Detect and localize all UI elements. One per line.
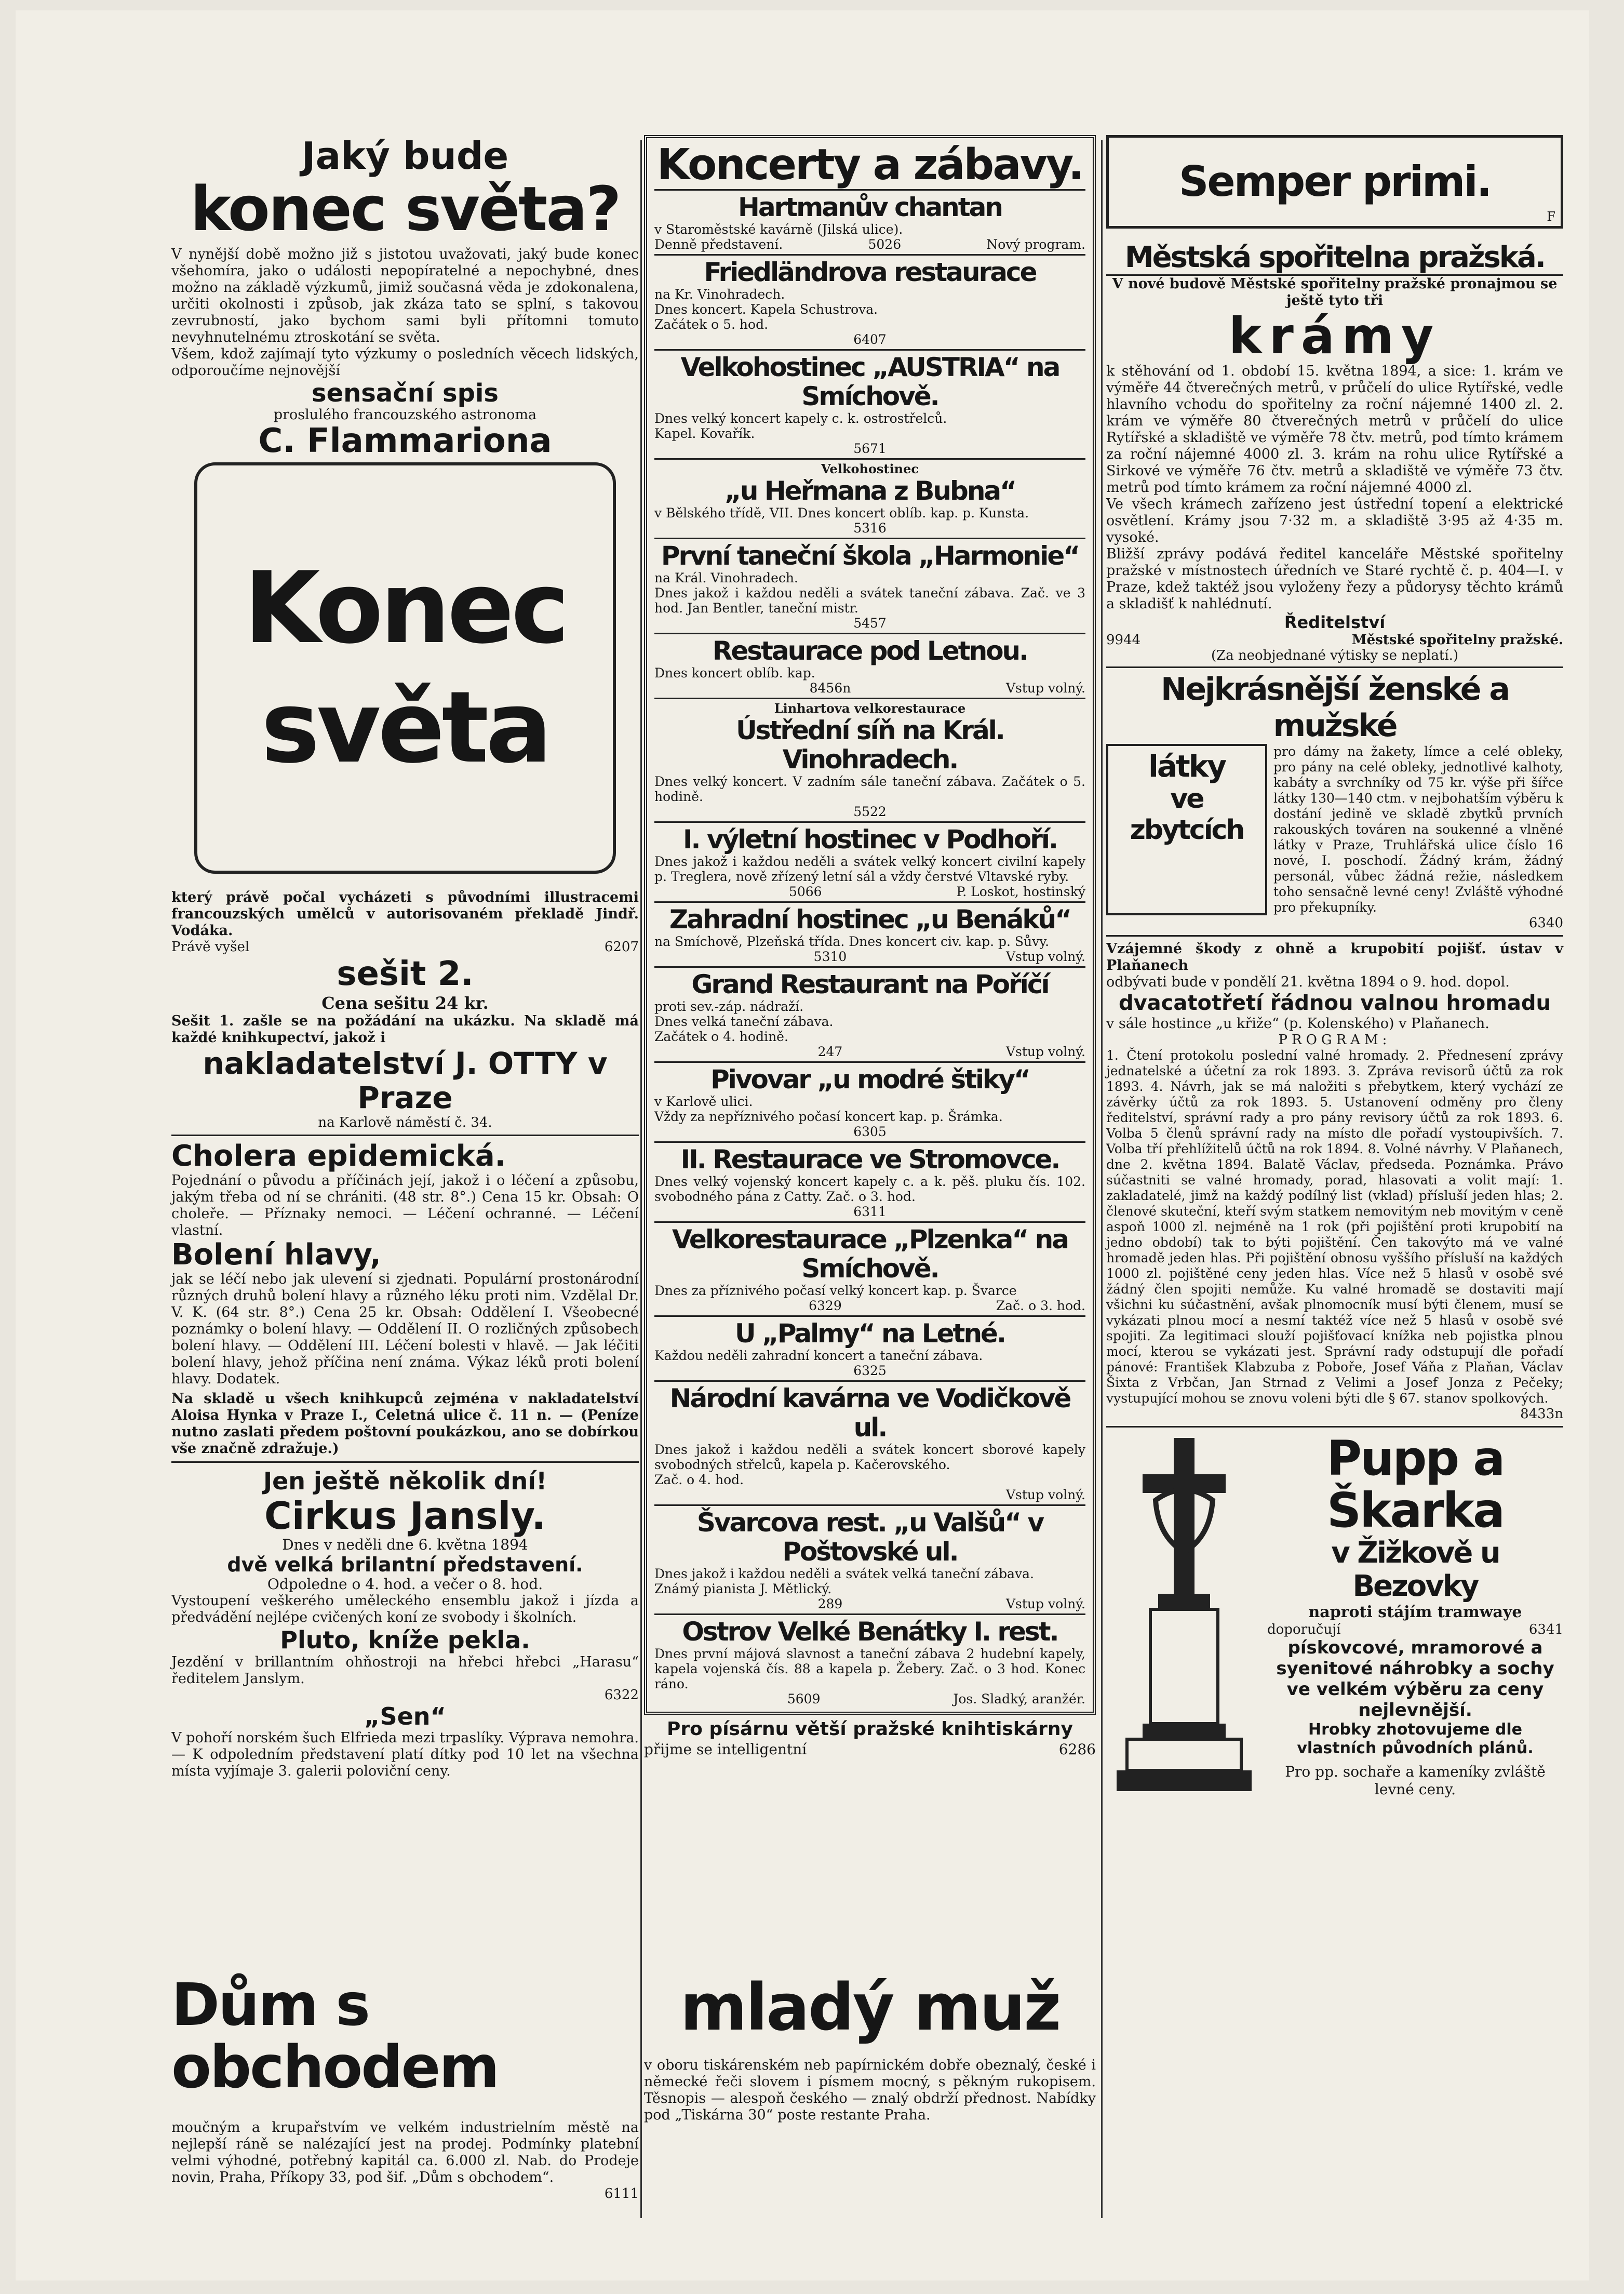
ad-footer [654,616,1085,631]
ad-code: 8433n [1520,1406,1563,1422]
mestske-label: Městské spořitelny pražské. [1351,632,1563,648]
book-text: který právě počal vycházeti s původními illustracemi francouzských umělců v autorisovaném překladě Jindř. Vodáka. [171,889,639,939]
ad-footer [654,441,1085,456]
ad-code: 6311 [853,1204,887,1219]
vysel-label: Právě vyšel [171,939,250,955]
sesit1-text: Sešit 1. zašle se na požádání na ukázku. Na skladě má každé knihkupectví, jakož i [171,1013,639,1046]
ad-right: Vstup volný. [1005,1596,1085,1611]
cirkus-date: Dnes v neděli dne 6. května 1894 [282,1536,528,1553]
code-row-6 [1106,1406,1563,1422]
code-row-2 [171,1687,639,1703]
dum-text: moučným a krupařstvím ve velkém industrielním městě na nejlepší ráně se nalézající jest na prodej. Podmínky platební velmi výhodné, potřebný kapitál ca. 6.000 zl. Nab. do Prodeje novin, Praha, Příkopy 33, pod šif. „Dům s obchodem“. [171,2119,639,2185]
ad-footer [654,1204,1085,1219]
ad-code: 5522 [853,804,887,819]
ad-code: 5316 [853,521,887,536]
ad-right: Jos. Sladký, aranžér. [953,1691,1085,1706]
reditelstvi: Ředitelství [1284,612,1386,632]
kramy-text-2: Ve všech krámech zařízeno jest ústřední topení a elektrické osvětlení. Krámy jsou 7·32 m. a skladiště 3·95 až 4·35 m. vysoké. [1106,496,1563,545]
sesit-label: sešit 2. [337,955,474,993]
ad-line: Kapel. Kovařík. [654,426,755,441]
ad-line: Dnes velký vojenský koncert kapely c. a k. pěš. pluku čís. 102. svobodného pána z Catty. Zač. o 3. hod. [654,1174,1085,1204]
ad-line: Známý pianista J. Mětlický. [654,1581,832,1596]
concert-ad [654,1504,1085,1613]
ad-code: 5609 [787,1691,821,1706]
mlady-text: v oboru tiskárenském neb papírnickém dobře obeznalý, české i německé řeči slovem i písmem mocný, s pěkným rukopisem. Těsnopis — alespoň českého — znalý obdrží přednost. Nabídky pod „Tiskárna 30“ poste restante Praha. [644,2057,1096,2123]
vzajemne-head: Vzájemné škody z ohně a krupobití pojišť. ústav v Plaňanech [1106,941,1563,973]
ad-right: Vstup volný. [1005,681,1085,696]
concert-ad [654,821,1085,901]
ad-footer [654,884,1085,899]
ad-code: 5026 [868,237,902,252]
concert-ad [654,966,1085,1061]
ad-code: 247 [817,1044,843,1059]
ad-code: 6329 [809,1298,842,1313]
ad-head: II. Restaurace ve Stromovce. [680,1144,1059,1175]
semper-box [1106,135,1563,229]
ad-head: „u Heřmana z Bubna“ [724,476,1016,506]
ad-footer [654,237,1085,252]
ad-code: 6207 [604,939,639,955]
ad-code: 6340 [1528,915,1563,931]
concert-ad [654,189,1085,254]
ad-line: Dnes koncert. Kapela Schustrova. [654,302,878,317]
column-rule [640,140,642,2218]
grave-monument-icon [1106,1433,1262,1807]
ad-line: Dnes za příznivého počasí velký koncert kap. p. Švarce [654,1283,1017,1298]
code-row-1 [171,939,639,955]
pupp-block [1106,1433,1563,1807]
semper-title: Semper primi. [1178,157,1491,206]
kramy-text-3: Bližší zprávy podává ředitel kanceláře Městské spořitelny pražské v místnostech úředních ve Staré rychtě č. p. 404—I. v Praze, kdež taktéž jsou vyloženy řezy a půdorysy těchto krámů a skladišť k nahlédnutí. [1106,546,1563,612]
divider [1106,1426,1563,1428]
semper-mark: F [1547,209,1555,224]
ad-line: proti sev.-záp. nádraží. [654,999,804,1014]
program-text: 1. Čtení protokolu poslední valné hromady. 2. Přednesení zprávy jednatelské a účetní za rok 1893. 3. Zpráva revisorů účtů za rok 1893. 4. Návrh, jak se má naložiti s přebytkem, který vychází ze závěrky účtů za rok 1893. 5. Ustanovení odměny pro členy ředitelství, správní rady a pro pány revisory účtů za rok 1893. 6. Volba 5 členů správní rady na místo dle pořadí vystoupivších. 7. Volba tří přehlížitelů účtů na rok 1894. 8. Volné návrhy. V Plaňanech, dne 2. května 1894. Balatě Václav, předseda. Poznámka. Právo súčastniti se valné hromady, porad, hlasovati a volit mají: 1. zakladatelé, jimž na každý podílný list (vklad) přísluší jeden hlas; 2. členové skuteční, kteří svým statkem nemovitým neb movitým v ceně aspoň 1000 zl. nejméně na 1 rok (při pojištění proti krupobití na jedno období) tak to býti pojištění. Čen takovýto má ve valné hromadě jeden hlas. Při pojištění obnosu vyššího přísluší na každých 1000 zl. pojištěné ceny jeden hlas. Více než 5 hlasů v osobě své žádný člen spojiti nemůže. Ku valné hromadě se dostaviti mají všichni ku súčastnění, avšak plnomocník musí býti členem, musí se vykázati plnou mocí a nesmí taktéž více než 5 hlasů v osobě své spojiti. Za legitimaci slouží pojišťovací knížka neb pojistka plnou mocí, kterou se vykázati jest. Správní rady odstupují dle pořadí pánové: František Klabzuba z Poboře, Josef Váňa z Plaňan, Václav Šixta z Vrbčan, Jan Strnad z Velimi a Josef Jonza z Pečeky; vystupující mohou se znovu voleni býti dle § 67. stanov spolkových. [1106,1048,1563,1406]
cirkus-title: Cirkus Jansly. [264,1494,546,1538]
ad-code: 6286 [1058,1741,1096,1758]
ad-head: Restaurace pod Letnou. [712,636,1028,666]
ad-code: 5671 [853,441,887,456]
ad-head: Hartmanův chantan [738,192,1002,222]
ad-code: 9944 [1106,632,1141,648]
ad-head: První taneční škola „Harmonie“ [661,541,1079,571]
ad-footer [654,804,1085,819]
ad-line: na Smíchově, Plzeňská třída. Dnes koncert civ. kap. p. Sůvy. [654,934,1050,949]
column-rule [1101,140,1103,2218]
cirkus-time: Odpoledne o 4. hod. a večer o 8. hod. [267,1576,543,1593]
doporucuji-label: doporučují [1267,1622,1341,1637]
nejkras-title: Nejkrásnější ženské a mužské [1161,671,1509,744]
concert-ad [654,1613,1085,1709]
ad-line: Dnes jakož i každou neděli a svátek koncert sborové kapely svobodných střelců, kapela p. Kačerovského. [654,1442,1085,1472]
pupp-text: pískovcové, mramorové a syenitové náhrobky a sochy ve velkém výběru za ceny nejlevnější. [1276,1637,1554,1720]
mlady-ad [644,1970,1096,2124]
sen-title: „Sen“ [364,1702,446,1730]
concert-ad [654,698,1085,821]
ad-code: 6407 [853,332,887,347]
code-row-7 [1267,1622,1563,1637]
latky-text: pro dámy na žakety, límce a celé obleky, pro pány na celé obleky, jednotlivé kalhoty, kabáty a svrchníky od 75 kr. výše při šířce látky 130—140 ctm. v nejbohatším výběru k dostání jedině ve skladě zbytků prvních rakouských továren na soukenné a vlněné látky v Praze, Truhlářská ulice číslo 16 nové, I. poschodí. Žádný krám, žádný personál, vůbec žádná režie, následkem toho sensačně levné ceny! Zvláště výhodné pro překupníky. [1273,744,1563,915]
ad-footer [654,1044,1085,1059]
column-right [1106,135,1563,1807]
ad-head: Švarcova rest. „u Valšů“ v Poštovské ul. [696,1508,1043,1567]
ad-code: 289 [817,1596,843,1611]
ad-code: 6305 [853,1124,887,1139]
cirkus-text: Vystoupení veškerého uměleckého ensemblu jakož i jízda a předvádění nejlépe cvičených koní ze svobody i školních. [171,1593,639,1625]
ad-code: 8456n [809,681,851,696]
divider [1106,935,1563,937]
divider [171,1461,639,1463]
concert-ad [654,1315,1085,1380]
ad-footer [654,1596,1085,1611]
ad-line: Dnes koncert oblíb. kap. [654,665,815,681]
mlady-title: mladý muž [680,1970,1060,2045]
ad-head: Friedländrova restaurace [704,257,1036,287]
ad-line: Začátek o 5. hod. [654,317,769,332]
ad-line: Dnes velký koncert. V zadním sále taneční zábava. Začátek o 5. hodině. [654,774,1085,804]
cirkus-show: dvě velká brilantní představení. [227,1553,583,1576]
book-title-1: Konec [244,551,567,665]
ad-line: na Kr. Vinohradech. [654,287,785,302]
ad-line: Začátek o 4. hodině. [654,1029,788,1044]
ad-code: 6325 [853,1363,887,1378]
publisher-address: na Karlově náměstí č. 34. [318,1115,492,1130]
headline-konec-sveta: konec světa? [190,173,620,245]
latky-box [1106,744,1267,915]
ad-code: 6322 [604,1687,639,1703]
concert-ad [654,901,1085,966]
ad-head: Zahradní hostinec „u Benáků“ [669,904,1071,935]
v-nove-text: V nové budově Městské spořitelny pražské pronajmou se ještě tyto tři [1112,276,1558,309]
hrobky-text: Hrobky zhotovujeme dle vlastních původních plánů. [1297,1720,1534,1757]
ad-code: 6341 [1528,1622,1563,1637]
intro-text-2: Všem, kdož zajímají tyto výzkumy o posledních věcech lidských, odporoučíme nejnovější [171,346,639,379]
ad-footer [654,521,1085,536]
ad-footer [654,1363,1085,1378]
pupp-title: Pupp a Škarka [1326,1431,1504,1538]
kramy-text: k stěhování od 1. období 15. května 1894, a sice: 1. krám ve výměře 44 čtverečných metrů, v průčelí do ulice Rytířské, vedle hlavního vchodu do spořitelny za roční nájemné 1400 zl. 2. krám ve výměře 80 čtverečných metrů v průčelí do ulice Rytířské a skladiště ve výměře 78 čtv. metrů, pod tímto krámem za roční nájemné 4000 zl. 3. krám na rohu ulice Rytířské a Sirkové ve výměře 76 čtv. metrů a skladiště ve výměře 73 čtv. metrů pod tímto krámem za roční nájemné 4000 zl. [1106,363,1563,496]
concert-ads-list [654,189,1085,1709]
ad-line: Dnes jakož i každou neděli a svátek velká taneční zábava. [654,1566,1035,1581]
concert-ad [654,538,1085,633]
cholera-text: Pojednání o původu a příčinách její, jakož i o léčení a způsobu, jakým třeba od ní se chrániti. (48 str. 8°.) Cena 15 kr. Obsah: O choleře. — Příznaky nemoci. — Léčení ochranné. — Léčení vlastní. [171,1172,639,1238]
ad-footer [654,1487,1085,1502]
vzajemne-text-2: v sále hostince „u křiže“ (p. Kolenského) v Plaňanech. [1106,1016,1489,1032]
sporitelna-title: Městská spořitelna pražská. [1106,241,1563,276]
book-title-2: světa [261,670,549,785]
prijme-row [644,1741,1096,1758]
sensacni-spis: sensační spis [312,379,499,408]
sklad-text: Na skladě u všech knihkupců zejména v nakladatelství Aloisa Hynka v Praze I., Celetná ulice č. 11 n. — (Peníze nutno zaslati předem poštovní poukázkou, ano se dobírkou vše značně zdražuje.) [171,1391,639,1457]
headline-jaky-bude: Jaký bude [301,134,509,178]
program-label: PROGRAM: [1278,1032,1391,1048]
neoplati-note: (Za neobjednané výtisky se neplatí.) [1106,648,1563,668]
pluto-text: Jezdění v brillantním ohňostroji na hřebci hřebci „Harasu“ ředitelem Janslym. [171,1654,639,1687]
concert-ad [654,349,1085,458]
concerts-title: Koncerty a zábavy. [656,140,1083,190]
ad-line: Zač. o 4. hod. [654,1472,744,1487]
divider [171,1135,639,1136]
code-row-8 [171,2186,639,2202]
ad-right: Vstup volný. [1005,1044,1085,1059]
publisher-name: nakladatelství J. OTTY v Praze [203,1046,608,1115]
ad-line: Vždy za nepříznivého počasí koncert kap. p. Šrámka. [654,1109,1003,1124]
ad-footer [654,1298,1085,1313]
boleni-text: jak se léčí nebo jak ulevení si zjednati. Populární prostonárodní různých druhů bolení hlavy a různého léku proti nim. Vzdělal Dr. V. K. (64 str. 8°.) Cena 25 kr. Obsah: Oddělení I. Všeobecné poznámky o bolení hlavy. — Oddělení II. O rozličných způsobech bolení hlavy. — Oddělení III. Léčení bolesti v hlavě. — Jak léčiti bolení hlavy, jehož příčina není známa. Výkaz léků proti bolení hlavy. Dodatek. [171,1271,639,1387]
ad-footer [654,332,1085,347]
ad-code: 5066 [788,884,822,899]
ad-footer [654,1691,1085,1706]
sen-text: V pohoří norském šuch Elfrieda mezi trpaslíky. Výprava nemohra. — K odpoledním představení platí dítky pod 10 let na všechna místa vyjímaje 3. galerii poloviční ceny. [171,1730,639,1779]
latky-title: látky [1148,749,1226,784]
kramy-title: krámy [1228,307,1441,365]
latky-block [1106,744,1563,915]
concert-ad [654,1380,1085,1504]
prijme-text: přijme se intelligentní [644,1741,807,1758]
ad-right: Nový program. [986,237,1085,252]
ad-right: Vstup volný. [1005,1487,1085,1502]
ad-line: na Král. Vinohradech. [654,570,798,585]
sochare-text: Pro pp. sochaře a kameníky zvláště levné ceny. [1285,1763,1546,1798]
ad-line: Dnes jakož i každou neděli a svátek taneční zábava. Zač. ve 3 hod. Jan Bentler, taneční mistr. [654,585,1085,616]
code-row-4 [1106,632,1563,648]
ad-pre: Linhartova velkorestaurace [774,701,966,716]
vzajemne-text: odbývati bude v pondělí 21. května 1894 o 9. hod. dopol. [1106,974,1510,990]
ad-footer [654,681,1085,696]
ad-pre: Velkohostinec [821,461,919,476]
pluto-title: Pluto, kníže pekla. [280,1626,530,1654]
dum-ad [171,1971,639,2202]
ad-line: Každou neděli zahradní koncert a taneční zábava. [654,1348,983,1363]
ad-head: Národní kavárna ve Vodičkově ul. [669,1383,1070,1443]
ad-code: 5457 [853,616,887,631]
book-title-box [194,462,616,874]
ad-right: Vstup volný. [1005,949,1085,964]
ad-head: Pivovar „u modré štiky“ [710,1064,1029,1095]
author-name: C. Flammariona [258,422,552,460]
ad-line: v Bělského třídě, VII. Dnes koncert oblíb. kap. p. Kunsta. [654,505,1029,521]
pupp-text-block [1267,1433,1563,1807]
concert-ad [654,458,1085,538]
concert-ad [654,1061,1085,1141]
ad-code: 5310 [813,949,847,964]
concert-ad [654,254,1085,349]
column-left [171,135,639,1780]
ad-line: v Karlově ulici. [654,1094,753,1109]
boleni-title: Bolení hlavy, [171,1238,381,1272]
ad-code: 6111 [604,2186,639,2202]
concerts-box [644,135,1096,1715]
naproti-line: naproti stájím tramwaye [1308,1603,1522,1621]
author-line: proslulého francouzského astronoma [273,407,537,423]
vezbytcich-title: ve zbytcích [1130,783,1244,846]
ad-line: Dnes velký koncert kapely c. k. ostrostřelců. [654,411,947,426]
ad-footer [654,949,1085,964]
zizkov-line: v Žižkově u Bezovky [1331,1536,1499,1603]
intro-text: V nynější době možno již s jistotou uvažovati, jaký bude konec všehomíra, jako o události nepopíratelné a nepochybné, dnes možno na základě výzkumů, jimiž současná věda je zdokonalena, určiti okolnosti i způsob, jak zkáza tato se splní, s takovou zevrubností, jako bychom sami byli přítomni tomuto nevyhnutelnému ztroskotání se světa. [171,246,639,345]
jen-headline: Jen ještě několik dní! [263,1467,547,1495]
ad-head: Ostrov Velké Benátky I. rest. [682,1617,1058,1647]
ad-right: P. Loskot, hostinský [956,884,1085,899]
ad-line: Dnes velká taneční zábava. [654,1014,834,1029]
cholera-title: Cholera epidemická. [171,1139,506,1173]
ad-right: Zač. o 3. hod. [996,1298,1085,1313]
column-middle [644,135,1096,1758]
concert-ad [654,1141,1085,1221]
ad-head: Velkorestaurace „Plzenka“ na Smíchově. [672,1224,1068,1284]
cena-label: Cena sešitu 24 kr. [321,993,489,1013]
ad-line: Dnes první májová slavnost a taneční zábava 2 hudební kapely, kapela vojenská čís. 88 a kapela p. Žebery. Zač. o 3 hod. Konec ráno. [654,1646,1085,1691]
dvacat-title: dvacatotřetí řádnou valnou hromadu [1118,991,1551,1015]
ad-left: Denně představení. [654,237,783,252]
ad-head: Ústřední síň na Král. Vinohradech. [736,715,1004,775]
ad-head: Grand Restaurant na Poříčí [691,969,1049,999]
pisarnu-headline: Pro písárnu větší pražské knihtiskárny [667,1718,1073,1740]
ad-line: Dnes jakož i každou neděli a svátek velký koncert civilní kapely p. Treglera, nově zřízený letní sál a vždy čerstvé Vltavské ryby. [654,854,1085,884]
ad-head: I. výletní hostinec v Podhoří. [682,824,1057,855]
dum-title: Dům s obchodem [171,1971,499,2101]
concert-ad [654,1221,1085,1315]
ad-head: U „Palmy“ na Letné. [735,1318,1005,1349]
code-row-5 [1106,915,1563,931]
ad-line: v Staroměstské kavárně (Jilská ulice). [654,222,903,237]
newspaper-page [16,10,1589,2280]
ad-head: Velkohostinec „AUSTRIA“ na Smíchově. [680,352,1059,411]
ad-footer [654,1124,1085,1139]
concert-ad [654,633,1085,698]
